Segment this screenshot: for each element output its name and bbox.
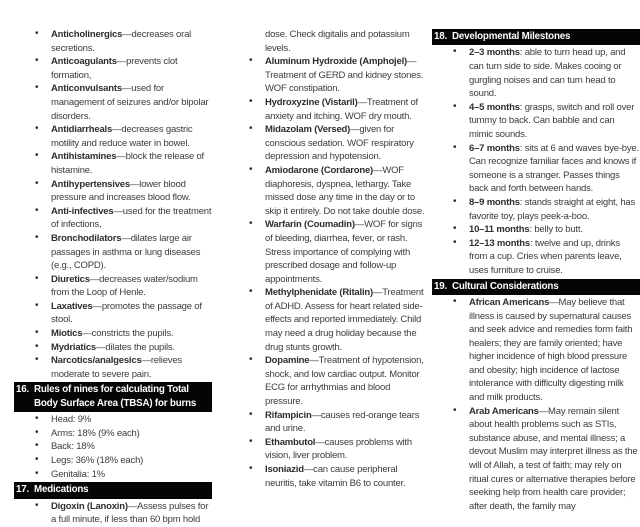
- bullet-icon: •: [249, 408, 253, 420]
- item-body: WOF diaphoresis, dyspnea, lethargy. Take missed dose any time in the day or to skip it entirely. Do not take double dose.: [265, 164, 425, 217]
- item-text: [469, 406, 637, 512]
- item-term: 4–5 months: [469, 101, 520, 113]
- bullet-icon: •: [35, 454, 39, 466]
- item-body: May remain silent about health problems such as STIs, substance abuse, and mental illness; a devout Muslim may interpret illness as the will of Allah, a test of faith; may rely on ritual cures or alternative therapies before seeking help from health care provider; after death, the family may: [469, 405, 638, 512]
- item-term: Methylphenidate (Ritalin): [265, 287, 373, 299]
- item-separator: —: [122, 29, 132, 40]
- section-header-19: [432, 279, 640, 295]
- item-text: [469, 47, 625, 99]
- item-term: Amiodarone (Cordarone): [265, 164, 374, 176]
- bullet-icon: •: [35, 340, 39, 352]
- item-body: used for management of seizures and/or bipolar disorders.: [51, 83, 209, 122]
- item-text: [51, 328, 173, 339]
- bullet-icon: •: [249, 95, 253, 107]
- list-item: [228, 436, 426, 463]
- bullet-icon: •: [249, 435, 253, 447]
- section-number: 17.: [16, 484, 30, 496]
- item-body: used for the treatment of infections,: [51, 205, 212, 231]
- item-text: [51, 428, 140, 439]
- item-term: Digoxin (Lanoxin): [51, 500, 128, 512]
- item-text: [51, 56, 177, 81]
- list-item: [228, 55, 426, 96]
- bullet-icon: •: [35, 327, 39, 339]
- list-item: [14, 300, 212, 327]
- list-item: [14, 468, 212, 482]
- item-text: [265, 165, 424, 217]
- list-item: [432, 101, 640, 142]
- item-separator: —: [406, 56, 417, 68]
- list-item: [14, 500, 212, 527]
- item-term: Anticoagulants: [51, 56, 117, 68]
- item-text: [51, 29, 191, 54]
- item-text: [469, 102, 634, 140]
- bullet-icon: •: [249, 163, 253, 175]
- item-term: 8–9 months: [469, 196, 520, 208]
- item-text: [265, 437, 412, 462]
- bullet-icon: •: [453, 141, 457, 153]
- item-separator: —: [112, 124, 122, 136]
- list-item: [432, 237, 640, 278]
- column-1: [14, 28, 212, 527]
- item-text: [51, 206, 211, 231]
- list-item: [14, 55, 212, 82]
- item-separator: —: [82, 328, 92, 340]
- list-item: [432, 223, 640, 237]
- item-text: [265, 287, 423, 352]
- item-body: Treatment of GERD and kidney stones. WOF constipation.: [265, 69, 424, 95]
- item-separator: :: [529, 224, 535, 236]
- item-term: Antihypertensives: [51, 178, 130, 190]
- section-header-18: [432, 29, 640, 45]
- item-text: [51, 501, 208, 526]
- item-term: Arab Americans: [469, 405, 539, 417]
- item-body: Back: 18%: [51, 441, 95, 453]
- list-item: [432, 196, 640, 223]
- item-separator: :: [519, 101, 525, 113]
- item-separator: —: [538, 405, 549, 417]
- item-text: [265, 464, 405, 489]
- bullet-icon: •: [249, 354, 253, 366]
- bullet-icon: •: [453, 295, 457, 307]
- item-separator: —: [127, 500, 138, 512]
- item-text: [51, 151, 204, 176]
- item-term: Anticholinergics: [51, 29, 123, 40]
- item-separator: —: [129, 178, 140, 190]
- item-term: 2–3 months: [469, 47, 520, 59]
- item-separator: —: [92, 300, 102, 312]
- item-text: [469, 297, 632, 403]
- item-separator: —: [116, 56, 127, 68]
- continuation-text: dose. Check digitalis and potassium levels.: [265, 29, 410, 54]
- list-item: [432, 142, 640, 196]
- bullet-icon: •: [249, 55, 253, 67]
- item-text: [51, 124, 192, 149]
- item-body: dilates the pupils.: [105, 341, 175, 353]
- bullet-icon: •: [35, 413, 39, 425]
- item-separator: —: [350, 124, 360, 136]
- bullet-icon: •: [453, 236, 457, 248]
- item-text: [51, 355, 182, 380]
- section-number: 19.: [434, 280, 448, 292]
- item-body: constricts the pupils.: [91, 328, 174, 340]
- bullet-icon: •: [453, 404, 457, 416]
- item-text: [265, 355, 424, 407]
- item-separator: —: [357, 96, 367, 108]
- bullet-icon: •: [35, 426, 39, 438]
- item-term: Anti-infectives: [51, 205, 114, 217]
- item-term: African Americans: [469, 296, 550, 308]
- item-text: [469, 238, 622, 276]
- item-body: causes problems with vision, liver problem.: [265, 436, 412, 462]
- bullet-icon: •: [35, 440, 39, 452]
- bullet-icon: •: [35, 354, 39, 366]
- item-body: WOF for signs of bleeding, diarrhea, fever, or rash. Stress importance of complying with prescribed dosage and follow-up appointments.: [265, 219, 423, 285]
- item-separator: —: [315, 436, 325, 448]
- section-title: Cultural Considerations: [452, 280, 559, 292]
- item-body: can cause peripheral neuritis, take vitamin B6 to counter.: [265, 464, 406, 489]
- list-item: [14, 178, 212, 205]
- item-separator: :: [519, 142, 525, 154]
- bullet-icon: •: [453, 195, 457, 207]
- item-separator: —: [372, 287, 383, 299]
- list-item: [14, 273, 212, 300]
- item-text: [51, 455, 143, 466]
- item-body: Treatment of anxiety and itching. WOF dry mouth.: [265, 96, 418, 122]
- item-body: lower blood pressure and increases blood flow.: [51, 178, 191, 204]
- item-body: decreases gastric motility and reduce water in bowel.: [51, 124, 193, 149]
- item-body: Assess pulses for a full minute, if less than 60 bpm hold: [51, 500, 209, 526]
- item-text: [51, 342, 175, 353]
- item-term: Bronchodilators: [51, 232, 122, 244]
- item-separator: —: [121, 232, 131, 244]
- list-item: [228, 218, 426, 286]
- item-term: Isoniazid: [265, 464, 304, 475]
- item-separator: :: [519, 196, 525, 208]
- item-separator: —: [121, 83, 132, 95]
- list-item: [228, 286, 426, 354]
- item-text: [51, 441, 95, 452]
- bullet-icon: •: [35, 467, 39, 479]
- item-body: Treatment of hypotension, shock, and low cardiac output. Monitor ECG for arrhythmias and blood pressure.: [265, 355, 424, 408]
- item-term: Dopamine: [265, 355, 310, 367]
- item-term: 12–13 months: [469, 237, 530, 249]
- list-item: [228, 409, 426, 436]
- bullet-icon: •: [453, 223, 457, 235]
- item-separator: —: [354, 219, 365, 231]
- item-body: Head: 9%: [51, 414, 92, 426]
- item-term: Laxatives: [51, 300, 93, 312]
- item-text: [51, 233, 200, 271]
- list-item: [228, 354, 426, 408]
- item-term: Anticonvulsants: [51, 83, 122, 95]
- item-separator: —: [116, 151, 126, 163]
- item-body: causes red-orange tears and urine.: [265, 409, 420, 435]
- list-item: [14, 341, 212, 355]
- list-item: [432, 296, 640, 405]
- item-body: given for conscious sedation. WOF respiratory depression and hypotension.: [265, 124, 414, 163]
- list-item: [14, 232, 212, 273]
- item-body: able to turn head up, and can turn side to side. Makes cooing or gurgling noises and can turn head to sound.: [469, 47, 626, 100]
- item-separator: —: [549, 296, 559, 308]
- bullet-icon: •: [35, 55, 39, 67]
- list-item: [432, 405, 640, 514]
- item-body: grasps, switch and roll over tummy to back. Can babble and can mimic sounds.: [469, 101, 635, 140]
- item-text: [469, 143, 639, 195]
- item-term: Warfarin (Coumadin): [265, 219, 355, 231]
- item-text: [265, 219, 422, 284]
- list-item: [228, 123, 426, 164]
- item-term: Aluminum Hydroxide (Amphojel): [265, 56, 407, 68]
- section-title: Developmental Milestones: [452, 31, 571, 42]
- list-item: [14, 82, 212, 123]
- list-item: [228, 463, 426, 490]
- item-term: Midazolam (Versed): [265, 124, 351, 136]
- bullet-icon: •: [453, 100, 457, 112]
- section-header-17: [14, 482, 212, 498]
- section-header-16: [14, 382, 212, 412]
- item-term: Antidiarrheals: [51, 124, 113, 136]
- list-item: [14, 327, 212, 341]
- item-term: Miotics: [51, 328, 83, 340]
- list-item: [14, 205, 212, 232]
- list-item: [432, 46, 640, 100]
- column-2: [228, 28, 426, 490]
- bullet-icon: •: [35, 231, 39, 243]
- list-item: [14, 123, 212, 150]
- bullet-icon: •: [35, 204, 39, 216]
- item-body: prevents clot formation,: [51, 56, 178, 81]
- item-separator: —: [303, 464, 314, 475]
- item-separator: —: [309, 355, 319, 367]
- column-3: [432, 28, 640, 513]
- item-separator: —: [89, 273, 100, 285]
- bullet-icon: •: [249, 286, 253, 298]
- item-text: [265, 124, 414, 162]
- item-text: [265, 410, 419, 435]
- item-body: stands straight at eight, has favorite toy, plays peek-a-boo.: [469, 196, 636, 222]
- item-text: [51, 83, 208, 121]
- bullet-icon: •: [453, 46, 457, 58]
- item-term: Mydriatics: [51, 341, 96, 353]
- item-separator: —: [96, 341, 106, 353]
- item-separator: :: [529, 237, 535, 249]
- item-term: 6–7 months: [469, 142, 520, 154]
- bullet-icon: •: [35, 177, 39, 189]
- bullet-icon: •: [35, 82, 39, 94]
- item-text: [265, 97, 418, 122]
- item-body: promotes the passage of stool.: [51, 300, 202, 326]
- item-body: decreases oral secretions.: [51, 29, 192, 54]
- bullet-icon: •: [249, 218, 253, 230]
- item-body: twelve and up, drinks from a cup. Cries when parents leave, uses furniture to cruise.: [469, 237, 622, 276]
- item-body: belly to butt.: [534, 224, 583, 236]
- item-term: Ethambutol: [265, 436, 316, 448]
- list-item: [14, 354, 212, 381]
- bullet-icon: •: [35, 299, 39, 311]
- item-term: Rifampicin: [265, 409, 312, 421]
- section-number: 18.: [434, 31, 448, 42]
- item-term: Diuretics: [51, 273, 90, 285]
- item-body: Genitalia: 1%: [51, 468, 105, 480]
- item-text: [51, 301, 202, 326]
- item-term: 10–11 months: [469, 224, 530, 236]
- item-body: Legs: 36% (18% each): [51, 455, 144, 467]
- item-text: [469, 224, 583, 235]
- list-item: [14, 440, 212, 454]
- item-text: [51, 414, 91, 425]
- section-title: Medications: [34, 484, 89, 496]
- item-body: Arms: 18% (9% each): [51, 427, 140, 439]
- item-separator: —: [141, 355, 151, 367]
- bullet-icon: •: [35, 28, 39, 39]
- section-title: Rules of nines for calculating Total Body Surface Area (TBSA) for burns: [34, 384, 197, 409]
- item-text: [51, 179, 190, 204]
- item-term: Narcotics/analgesics: [51, 355, 142, 367]
- item-text: [265, 56, 423, 94]
- item-body: relieves moderate to severe pain.: [51, 355, 182, 380]
- list-item: [14, 28, 212, 55]
- list-item: [14, 454, 212, 468]
- list-item: [228, 96, 426, 123]
- item-term: Hydroxyzine (Vistaril): [265, 96, 358, 108]
- section-number: 16.: [16, 384, 30, 396]
- bullet-icon: •: [35, 272, 39, 284]
- item-body: dilates large air passages in asthma or lung diseases (e.g., COPD).: [51, 232, 201, 272]
- list-item: [14, 413, 212, 427]
- bullet-icon: •: [35, 499, 39, 511]
- list-item: [14, 150, 212, 177]
- item-separator: :: [519, 47, 525, 59]
- bullet-icon: •: [249, 463, 253, 474]
- item-body: May believe that illness is caused by supernatural causes and seek advice and remedies form faith healers; they are family oriented; have higher incidence of high blood pressure and obesity; high incidence of lactose intolerance with difficulty digesting milk and milk products.: [469, 296, 633, 404]
- bullet-icon: •: [35, 123, 39, 135]
- item-text: [51, 274, 198, 299]
- item-text: [51, 469, 105, 480]
- item-body: sits at 6 and waves bye-bye. Can recognize familiar faces and knows if someone is a stranger. Passes things back and forth between hands.: [469, 142, 639, 195]
- list-item: [228, 164, 426, 218]
- bullet-icon: •: [249, 123, 253, 135]
- item-body: decreases water/sodium from the Loop of Henle.: [51, 273, 198, 299]
- item-separator: —: [113, 205, 123, 217]
- item-body: block the release of histamine.: [51, 151, 204, 176]
- bullet-icon: •: [35, 150, 39, 162]
- item-separator: —: [311, 409, 321, 421]
- list-item: [14, 427, 212, 441]
- item-separator: —: [373, 164, 383, 176]
- item-term: Antihistamines: [51, 151, 117, 163]
- item-body: Treatment of ADHD. Assess for heart related side-effects and reported immediately. Child may need a drug holiday because the drug stunts growth.: [265, 287, 424, 353]
- item-text: [469, 197, 635, 222]
